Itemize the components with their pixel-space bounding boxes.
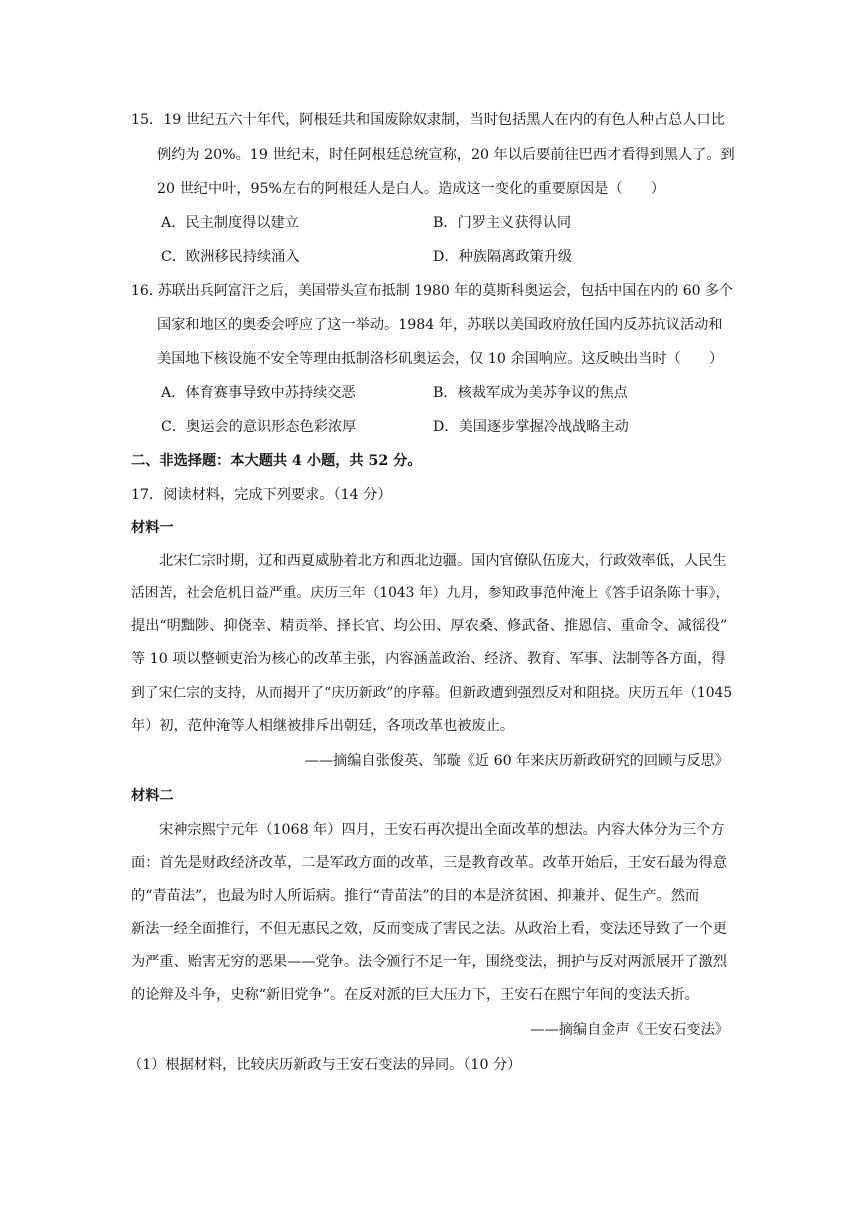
q16-line-3: 美国地下核设施不安全等理由抵制洛杉矶奥运会，仅 10 余国响应。这反映出当时（ ） bbox=[157, 351, 724, 367]
q16-line-1: 16. 苏联出兵阿富汗之后，美国带头宣布抵制 1980 年的莫斯科奥运会，包括中国在内的 60 多个 bbox=[131, 283, 733, 299]
material-two-line: 宋神宗熙宁元年（1068 年）四月，王安石再次提出全面改革的想法。内容大体分为三个方 bbox=[159, 822, 725, 838]
q16-option-c: C．奥运会的意识形态色彩浓厚 bbox=[161, 419, 357, 435]
q16-option-a: A．体育赛事导致中苏持续交恶 bbox=[161, 385, 356, 401]
material-one-source: ——摘编自张俊英、邹璇《近 60 年来庆历新政研究的回顾与反思》 bbox=[304, 753, 729, 769]
q15-option-d: D．种族隔离政策升级 bbox=[433, 249, 573, 265]
q15-option-b: B．门罗主义获得认同 bbox=[433, 215, 572, 231]
material-one-line: 年）初，范仲淹等人相继被排斥出朝廷，各项改革也被废止。 bbox=[131, 718, 515, 734]
material-two-title: 材料二 bbox=[131, 788, 174, 804]
q15-line-3: 20 世纪中叶，95%左右的阿根廷人是白人。造成这一变化的重要原因是（ ） bbox=[157, 181, 666, 197]
material-two-line: 新法一经全面推行，不但无惠民之效，反而变成了害民之法。从政治上看，变法还导致了一个更 bbox=[131, 921, 727, 937]
q17-prompt: 17．阅读材料，完成下列要求。（14 分） bbox=[131, 487, 392, 503]
material-one-line: 北宋仁宗时期，辽和西夏威胁着北方和西北边疆。国内官僚队伍庞大，行政效率低，人民生 bbox=[159, 553, 727, 569]
material-two-line: 面：首先是财政经济改革，二是军政方面的改革，三是教育改革。改革开始后，王安石最为得意 bbox=[131, 855, 727, 871]
q17-subquestion-1: （1）根据材料，比较庆历新政与王安石变法的异同。（10 分） bbox=[128, 1057, 522, 1073]
material-one-line: 到了宋仁宗的支持，从而揭开了“庆历新政”的序幕。但新政遭到强烈反对和阻挠。庆历五年（1045 bbox=[131, 685, 733, 701]
q16-line-2: 国家和地区的奥委会呼应了这一举动。1984 年，苏联以美国政府放任国内反苏抗议活动和 bbox=[157, 317, 723, 333]
q15-line-1: 15．19 世纪五六十年代，阿根廷共和国废除奴隶制，当时包括黑人在内的有色人种占总人口比 bbox=[131, 112, 725, 128]
q15-option-a: A．民主制度得以建立 bbox=[161, 215, 299, 231]
material-two-line: 为严重、贻害无穷的恶果——党争。法令颁行不足一年，围绕变法，拥护与反对两派展开了激烈 bbox=[131, 954, 727, 970]
material-one-line: 活困苦，社会危机日益严重。庆历三年（1043 年）九月，参知政事范仲淹上《答手诏条陈十事》， bbox=[131, 585, 730, 601]
section-heading: 二、非选择题：本大题共 4 小题，共 52 分。 bbox=[131, 453, 422, 469]
material-one-line: 等 10 项以整顿吏治为核心的改革主张，内容涵盖政治、经济、教育、军事、法制等各方面，得 bbox=[131, 651, 726, 667]
material-one-title: 材料一 bbox=[131, 520, 174, 536]
q15-option-c: C．欧洲移民持续涌入 bbox=[161, 249, 300, 265]
q15-line-2: 例约为 20%。19 世纪末，时任阿根廷总统宣称，20 年以后要前往巴西才看得到黑人了。到 bbox=[157, 147, 735, 163]
material-two-source: ——摘编自金声《王安石变法》 bbox=[530, 1022, 729, 1038]
q16-option-b: B．核裁军成为美苏争议的焦点 bbox=[433, 385, 628, 401]
material-one-line: 提出“明黜陟、抑侥幸、精贡举、择长官、均公田、厚农桑、修武备、推恩信、重命令、减徭役” bbox=[131, 618, 728, 634]
material-two-line: 的“青苗法”，也最为时人所诟病。推行“青苗法”的目的本是济贫困、抑兼并、促生产。然而 bbox=[131, 888, 700, 904]
material-two-line: 的论辩及斗争，史称“新旧党争”。在反对派的巨大压力下，王安石在熙宁年间的变法夭折。 bbox=[131, 987, 699, 1003]
q16-option-d: D．美国逐步掌握冷战战略主动 bbox=[433, 419, 629, 435]
